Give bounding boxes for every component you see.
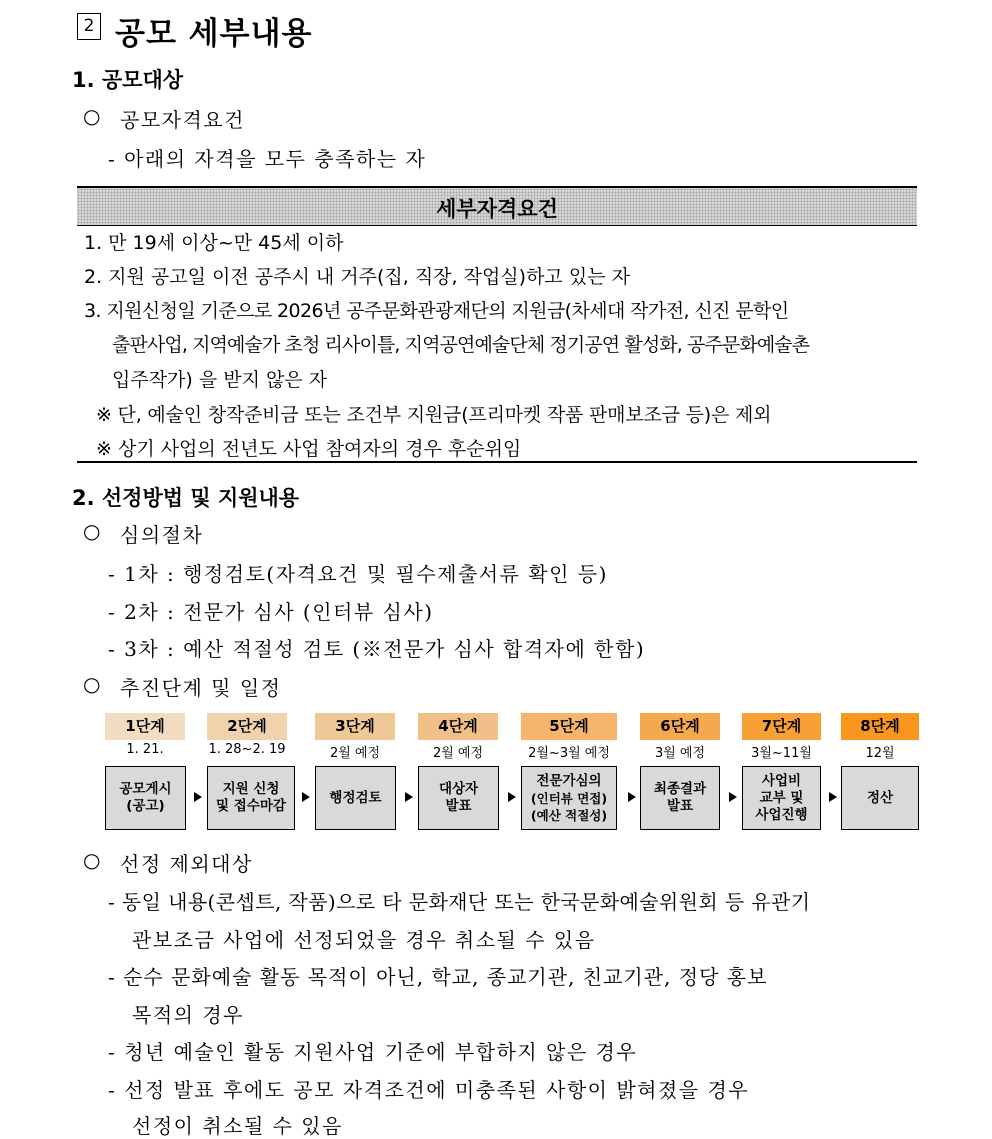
stage-box-4 <box>418 766 499 830</box>
exclusion-item-1-cont: 관보조금 사업에 선정되었을 경우 취소될 수 있음 <box>132 928 596 952</box>
stage-box-7 <box>742 766 821 830</box>
circle-bullet-icon: ○ <box>83 848 101 872</box>
exclusion-item-1: - 동일 내용(콘셉트, 작품)으로 타 문화재단 또는 한국문화예술위원회 등 유관기 <box>108 890 811 914</box>
stage-label-3: 3단계 <box>315 713 395 740</box>
stage-box-1-line-2: (공고) <box>126 798 165 814</box>
arrow-right-icon <box>194 792 202 802</box>
stage-box-5 <box>521 766 617 830</box>
arrow-right-icon <box>829 792 837 802</box>
requirement-item-2: 2. 지원 공고일 이전 공주시 내 거주(집, 직장, 작업실)하고 있는 자 <box>84 266 630 288</box>
section-number-box: 2 <box>77 13 101 40</box>
arrow-right-icon <box>729 792 737 802</box>
stage-date-5: 2월~3월 예정 <box>528 746 610 761</box>
stage-label-8: 8단계 <box>841 713 919 740</box>
stage-label-2: 2단계 <box>207 713 287 740</box>
arrow-right-icon <box>628 792 636 802</box>
stage-box-6 <box>640 766 720 830</box>
stage-date-8: 12월 <box>865 746 895 761</box>
circle-bullet-icon: ○ <box>83 519 101 543</box>
stage-box-6-line-1: 최종결과 <box>653 781 707 797</box>
stage-box-8-line-1: 정산 <box>866 789 894 806</box>
stage-box-1-line-1: 공모게시 <box>119 781 172 797</box>
bullet-label-review: 심의절차 <box>120 523 204 547</box>
page-title: 공모 세부내용 <box>115 16 313 52</box>
arrow-right-icon <box>508 792 516 802</box>
stage-box-2-line-2: 및 접수마감 <box>216 798 286 814</box>
stage-box-4-line-1: 대상자 <box>438 781 479 797</box>
stage-box-5-line-3: (예산 적절성) <box>530 807 608 823</box>
stage-box-8 <box>841 766 919 830</box>
circle-bullet-icon: ○ <box>83 672 101 696</box>
exclusion-item-4: - 선정 발표 후에도 공모 자격조건에 미충족된 사항이 밝혀졌을 경우 <box>108 1078 750 1102</box>
exclusion-item-4-cont: 선정이 취소될 수 있음 <box>132 1114 343 1138</box>
stage-box-5-line-1: 전문가심의 <box>536 772 602 789</box>
requirement-item-1: 1. 만 19세 이상~만 45세 이하 <box>84 232 344 254</box>
stage-box-7-line-2: 교부 및 <box>759 789 804 806</box>
stage-date-3: 2월 예정 <box>329 746 381 761</box>
requirement-note-2: ※ 상기 사업의 전년도 사업 참여자의 경우 후순위임 <box>96 438 522 460</box>
stage-label-5: 5단계 <box>521 713 617 740</box>
exclusion-item-2-cont: 목적의 경우 <box>132 1003 244 1027</box>
circle-bullet-icon: ○ <box>83 104 101 128</box>
heading-selection-method: 2. 선정방법 및 지원내용 <box>72 486 300 510</box>
stage-date-2: 1. 28~2. 19 <box>208 742 286 757</box>
requirement-item-3-cont-2: 입주작가) 을 받지 않은 자 <box>112 369 328 391</box>
stage-box-4-line-2: 발표 <box>445 798 472 814</box>
stage-date-1: 1. 21. <box>126 742 164 757</box>
review-step-2: - 2차 : 전문가 심사 (인터뷰 심사) <box>108 600 434 624</box>
stage-label-6: 6단계 <box>640 713 720 740</box>
requirement-item-3-cont-1: 출판사업, 지역예술가 초청 리사이틀, 지역공연예술단체 정기공연 활성화, 공주문화예술촌 <box>112 334 810 356</box>
stage-box-7-line-1: 사업비 <box>761 772 802 789</box>
arrow-right-icon <box>405 792 413 802</box>
bullet-label-eligibility: 공모자격요건 <box>120 108 245 132</box>
requirement-note-1: ※ 단, 예술인 창작준비금 또는 조건부 지원금(프리마켓 작품 판매보조금 등)은 제외 <box>96 404 772 426</box>
bullet-label-exclusion: 선정 제외대상 <box>120 852 253 876</box>
requirements-table-title: 세부자격요건 <box>436 197 558 221</box>
bullet-label-schedule: 추진단계 및 일정 <box>120 676 282 700</box>
stage-box-1 <box>105 766 186 830</box>
stage-box-2-line-1: 지원 신청 <box>222 781 280 797</box>
stage-date-7: 3월~11월 <box>751 746 812 761</box>
exclusion-item-3: - 청년 예술인 활동 지원사업 기준에 부합하지 않은 경우 <box>108 1040 638 1064</box>
stage-label-7: 7단계 <box>742 713 821 740</box>
exclusion-item-2: - 순수 문화예술 활동 목적이 아닌, 학교, 종교기관, 친교기관, 정당 홍보 <box>108 965 768 989</box>
stage-label-4: 4단계 <box>418 713 498 740</box>
stage-box-6-line-2: 발표 <box>666 798 694 814</box>
eligibility-intro: - 아래의 자격을 모두 충족하는 자 <box>108 147 427 171</box>
heading-recruitment-target: 1. 공모대상 <box>72 68 184 92</box>
review-step-1: - 1차 : 행정검토(자격요건 및 필수제출서류 확인 등) <box>108 562 608 586</box>
requirements-table-bottom-rule <box>77 461 917 463</box>
review-step-3: - 3차 : 예산 적절성 검토 (※전문가 심사 합격자에 한함) <box>108 637 646 661</box>
stage-box-7-line-3: 사업진행 <box>755 806 808 823</box>
stage-label-1: 1단계 <box>105 713 185 740</box>
stage-box-3 <box>315 766 396 830</box>
stage-box-3-line-1: 행정검토 <box>329 789 382 806</box>
arrow-right-icon <box>302 792 310 802</box>
stage-date-6: 3월 예정 <box>654 746 706 761</box>
requirements-table-header <box>77 186 917 226</box>
stage-box-2 <box>207 766 295 830</box>
stage-box-5-line-2: (인터뷰 면접) <box>530 790 608 806</box>
stage-date-4: 2월 예정 <box>432 746 484 761</box>
requirement-item-3: 3. 지원신청일 기준으로 2026년 공주문화관광재단의 지원금(차세대 작가전, 신진 문학인 <box>84 300 789 322</box>
